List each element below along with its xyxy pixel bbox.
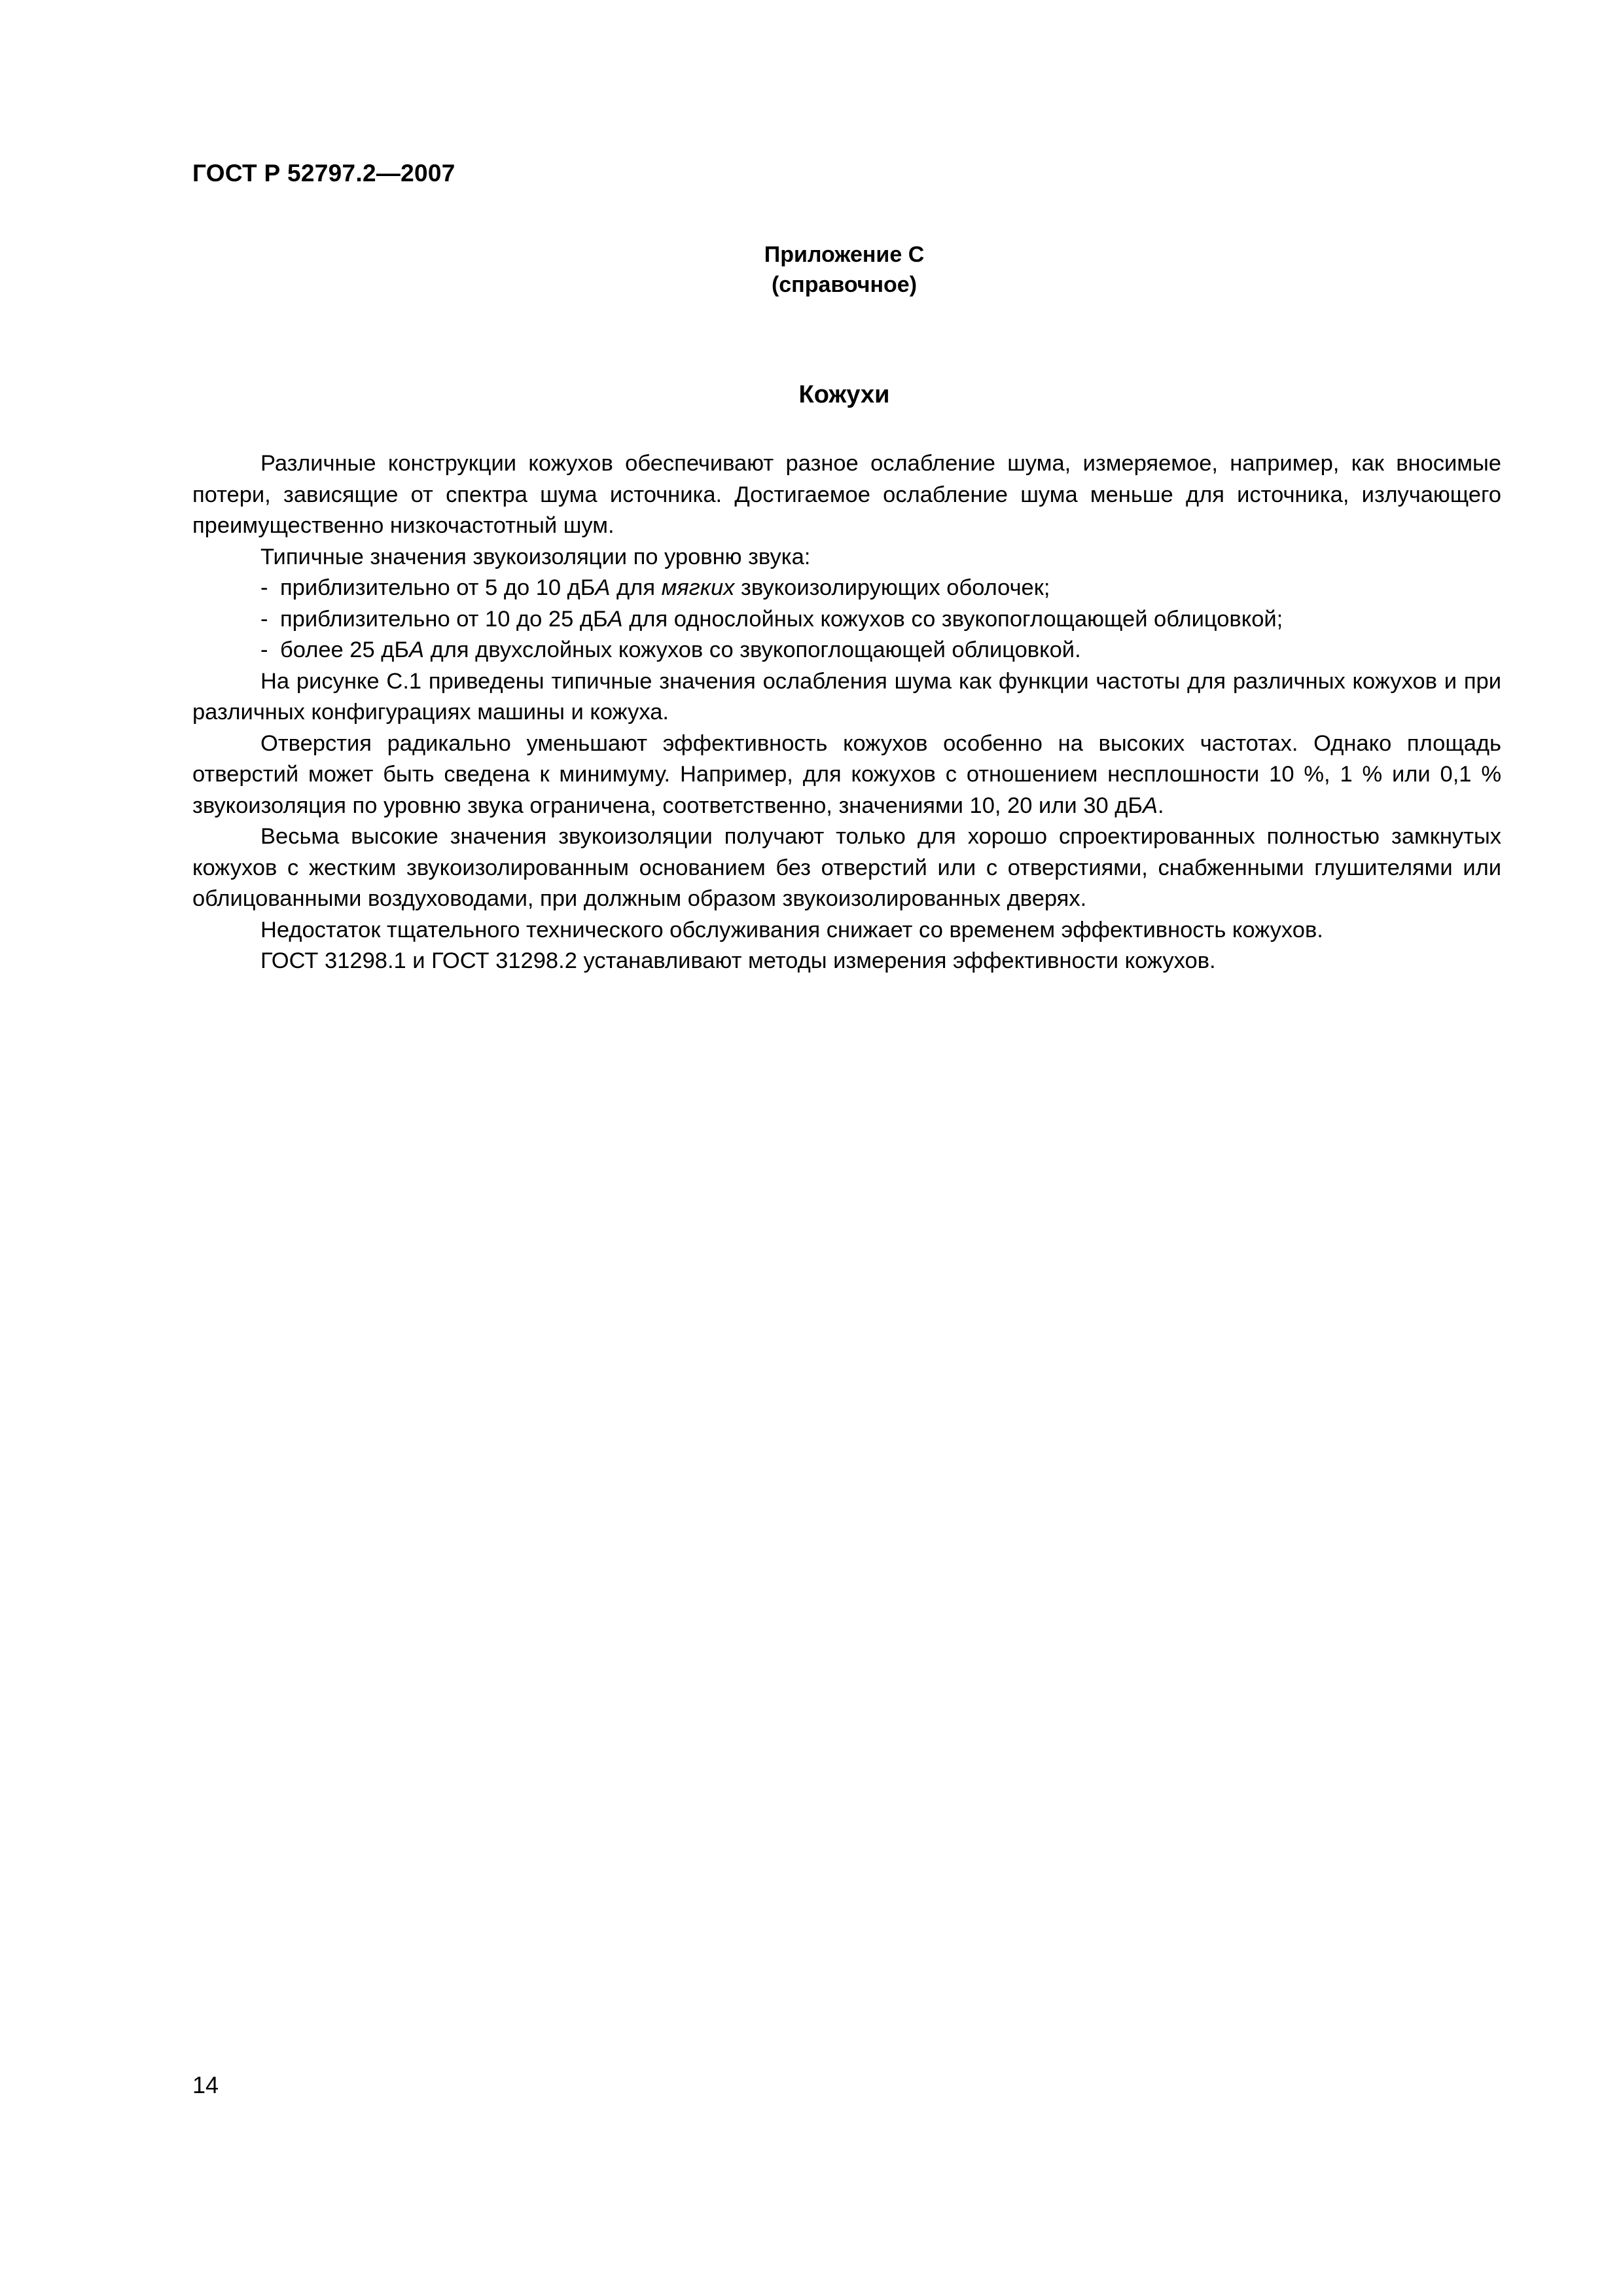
- list-item-text: звукоизолирующих оболочек;: [734, 575, 1050, 600]
- document-header-id: ГОСТ Р 52797.2—2007: [192, 160, 455, 187]
- paragraph-intro: Различные конструкции кожухов обеспечивают разное ослабление шума, измеряемое, например, как вносимые потери, зависящие от спектра шума источника. Достигаемое ослабление шума меньше для источника, излучающего преимущественно низкочастотный шум.: [192, 451, 1501, 538]
- paragraph-high-values: Весьма высокие значения звукоизоляции получают только для хорошо спроектированных полностью замкнутых кожухов с жестким звукоизолированным основанием без отверстий или с отверстиями, снабженными глушителями или облицованными воздуховодами, при должным образом звукоизолированных дверях.: [192, 824, 1501, 911]
- section-title: Кожухи: [798, 381, 890, 408]
- paragraph-text: Отверстия радикально уменьшают эффективность кожухов особенно на высоких частотах. Однако площадь отверстий может быть сведена к минимуму. Например, для кожухов с отношением несплошности 10 %, 1 % или 0,1 % звукоизоляция по уровню звука ограничена, соответственно, значениями 10, 20 или 30 дБ: [192, 730, 1501, 818]
- list-item-soft-enclosures: [192, 573, 1501, 604]
- list-item-text: для: [610, 575, 662, 600]
- list-item-text: для однослойных кожухов со звукопоглощающей облицовкой;: [622, 606, 1283, 632]
- unit-a-weighting: А: [607, 606, 623, 632]
- unit-a-weighting: А: [409, 637, 425, 662]
- list-item-text: более 25 дБ: [280, 637, 410, 662]
- list-item-text: приблизительно от 5 до 10 дБ: [280, 575, 596, 600]
- unit-a-weighting: А: [1143, 793, 1158, 818]
- paragraph-standards: ГОСТ 31298.1 и ГОСТ 31298.2 устанавливают методы измерения эффективности кожухов.: [260, 948, 1216, 973]
- emphasis-soft: мягких: [661, 575, 735, 600]
- annex-title: Приложение С: [764, 242, 925, 267]
- list-dash: -: [260, 606, 268, 632]
- list-item-single-layer: [192, 604, 1501, 636]
- paragraph-openings: [192, 728, 1501, 822]
- list-dash: -: [260, 637, 268, 662]
- paragraph-typical-values: Типичные значения звукоизоляции по уровню звука:: [260, 544, 811, 569]
- paragraph-maintenance: Недостаток тщательного технического обслуживания снижает со временем эффективность кожухов.: [260, 917, 1323, 942]
- list-item-text: приблизительно от 10 до 25 дБ: [280, 606, 608, 632]
- unit-a-weighting: А: [595, 575, 611, 600]
- list-item-text: для двухслойных кожухов со звукопоглощающей облицовкой.: [424, 637, 1081, 662]
- paragraph-text: .: [1158, 793, 1164, 818]
- list-item-double-layer: [192, 635, 1501, 666]
- body-text: [192, 448, 1501, 977]
- page-number: 14: [192, 2072, 219, 2098]
- annex-status: (справочное): [771, 272, 918, 297]
- paragraph-figure-reference: На рисунке С.1 приведены типичные значения ослабления шума как функции частоты для различных кожухов и при различных конфигурациях машины и кожуха.: [192, 668, 1501, 725]
- annex-heading: [0, 240, 1623, 300]
- list-dash: -: [260, 575, 268, 600]
